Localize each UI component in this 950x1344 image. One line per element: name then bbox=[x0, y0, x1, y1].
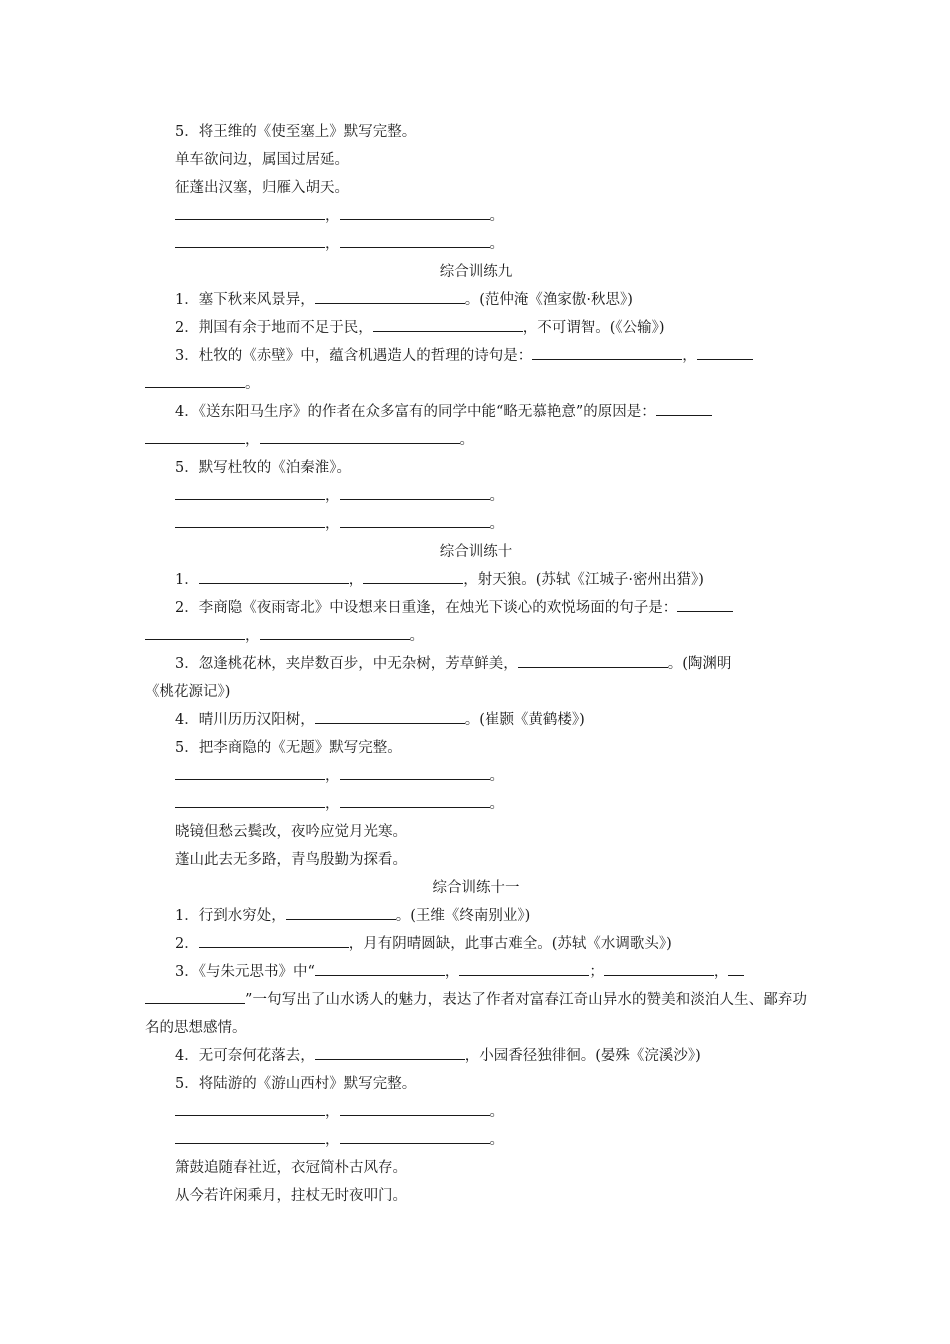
t10-poem-line2: 蓬山此去无多路，青鸟殷勤为探看。 bbox=[175, 852, 407, 868]
section-title: 综合训练九 bbox=[439, 264, 513, 280]
answer-blank[interactable] bbox=[532, 343, 682, 360]
answer-blank[interactable] bbox=[340, 1127, 490, 1144]
answer-blank[interactable] bbox=[315, 959, 445, 976]
answer-blank[interactable] bbox=[604, 959, 714, 976]
answer-blank[interactable] bbox=[260, 623, 410, 640]
answer-blank[interactable] bbox=[373, 315, 523, 332]
t10-poem-line1: 晓镜但愁云鬓改，夜吟应觉月光寒。 bbox=[175, 824, 407, 840]
answer-blank[interactable] bbox=[175, 231, 325, 248]
t9-q3-cont: 。 bbox=[145, 370, 807, 398]
answer-blank[interactable] bbox=[145, 427, 245, 444]
t11-poem-line1: 箫鼓追随春社近，衣冠简朴古风存。 bbox=[175, 1160, 407, 1176]
answer-blank[interactable] bbox=[340, 203, 490, 220]
answer-blank[interactable] bbox=[175, 1127, 325, 1144]
t10-q5: 5．把李商隐的《无题》默写完整。 bbox=[175, 740, 402, 756]
answer-blank[interactable] bbox=[286, 903, 396, 920]
answer-blank[interactable] bbox=[697, 343, 753, 360]
answer-blank[interactable] bbox=[340, 231, 490, 248]
t9-q4: 4．《送东阳马生序》的作者在众多富有的同学中能“略无慕艳意”的原因是： bbox=[145, 398, 807, 426]
answer-line: ， 。 bbox=[145, 1098, 807, 1126]
t8-q5-line1: 单车欲问边，属国过居延。 bbox=[175, 152, 349, 168]
t8-q5-line2: 征蓬出汉塞，归雁入胡天。 bbox=[175, 180, 349, 196]
answer-blank[interactable] bbox=[145, 623, 245, 640]
answer-blank[interactable] bbox=[145, 371, 245, 388]
t11-q1: 1．行到水穷处， 。(王维《终南别业》) bbox=[145, 902, 807, 930]
answer-line: ， 。 bbox=[145, 762, 807, 790]
t10-q4: 4．晴川历历汉阳树， 。(崔颢《黄鹤楼》) bbox=[145, 706, 807, 734]
answer-line: ， 。 bbox=[145, 230, 807, 258]
answer-blank[interactable] bbox=[340, 1099, 490, 1116]
answer-blank[interactable] bbox=[199, 567, 349, 584]
t9-q1: 1．塞下秋来风景异， 。(范仲淹《渔家傲·秋思》) bbox=[145, 286, 807, 314]
answer-blank[interactable] bbox=[175, 791, 325, 808]
answer-line: ， 。 bbox=[145, 482, 807, 510]
answer-line: ， 。 bbox=[145, 202, 807, 230]
answer-line: ， 。 bbox=[145, 510, 807, 538]
t10-q3: 3．忽逢桃花林，夹岸数百步，中无杂树，芳草鲜美， 。(陶渊明 bbox=[145, 650, 807, 678]
answer-blank[interactable] bbox=[340, 511, 490, 528]
answer-blank[interactable] bbox=[175, 763, 325, 780]
answer-blank[interactable] bbox=[677, 595, 733, 612]
t11-q3-cont: ”一句写出了山水诱人的魅力，表达了作者对富春江奇山异水的赞美和淡泊人生、鄙弃功名的思想感情。 bbox=[145, 986, 807, 1042]
answer-blank[interactable] bbox=[340, 483, 490, 500]
t9-q4-cont: ， 。 bbox=[145, 426, 807, 454]
answer-blank[interactable] bbox=[175, 1099, 325, 1116]
answer-blank[interactable] bbox=[315, 1043, 465, 1060]
answer-blank[interactable] bbox=[175, 203, 325, 220]
worksheet bbox=[145, 118, 807, 1210]
answer-line: ， 。 bbox=[145, 790, 807, 818]
t10-q1: 1． ， ，射天狼。(苏轼《江城子·密州出猎》) bbox=[145, 566, 807, 594]
t11-poem-line2: 从今若许闲乘月，拄杖无时夜叩门。 bbox=[175, 1188, 407, 1204]
t9-q3: 3．杜牧的《赤壁》中，蕴含机遇造人的哲理的诗句是： ， bbox=[145, 342, 807, 370]
t11-q2: 2． ，月有阴晴圆缺，此事古难全。(苏轼《水调歌头》) bbox=[145, 930, 807, 958]
t8-q5-prompt: 5．将王维的《使至塞上》默写完整。 bbox=[175, 124, 417, 140]
t11-q4: 4．无可奈何花落去， ，小园香径独徘徊。(晏殊《浣溪沙》) bbox=[145, 1042, 807, 1070]
answer-blank[interactable] bbox=[145, 987, 245, 1004]
answer-blank[interactable] bbox=[656, 399, 712, 416]
answer-blank[interactable] bbox=[260, 427, 460, 444]
section-title: 综合训练十 bbox=[439, 544, 513, 560]
answer-blank[interactable] bbox=[363, 567, 463, 584]
answer-blank[interactable] bbox=[340, 791, 490, 808]
t10-q3-cont: 《桃花源记》) bbox=[145, 684, 231, 700]
answer-blank[interactable] bbox=[199, 931, 349, 948]
answer-blank[interactable] bbox=[315, 287, 465, 304]
answer-line: ， 。 bbox=[145, 1126, 807, 1154]
answer-blank[interactable] bbox=[340, 763, 490, 780]
t11-q3: 3．《与朱元思书》中“ ， ； ， bbox=[145, 958, 807, 986]
answer-blank[interactable] bbox=[518, 651, 668, 668]
t9-q5: 5．默写杜牧的《泊秦淮》。 bbox=[175, 460, 351, 476]
answer-blank[interactable] bbox=[728, 959, 744, 976]
answer-blank[interactable] bbox=[459, 959, 589, 976]
t9-q2: 2．荆国有余于地而不足于民， ，不可谓智。(《公输》) bbox=[145, 314, 807, 342]
t10-q2-cont: ， 。 bbox=[145, 622, 807, 650]
t10-q2: 2．李商隐《夜雨寄北》中设想来日重逢，在烛光下谈心的欢悦场面的句子是： bbox=[145, 594, 807, 622]
t11-q5: 5．将陆游的《游山西村》默写完整。 bbox=[175, 1076, 417, 1092]
answer-blank[interactable] bbox=[175, 483, 325, 500]
answer-blank[interactable] bbox=[315, 707, 465, 724]
answer-blank[interactable] bbox=[175, 511, 325, 528]
section-title: 综合训练十一 bbox=[432, 880, 520, 896]
